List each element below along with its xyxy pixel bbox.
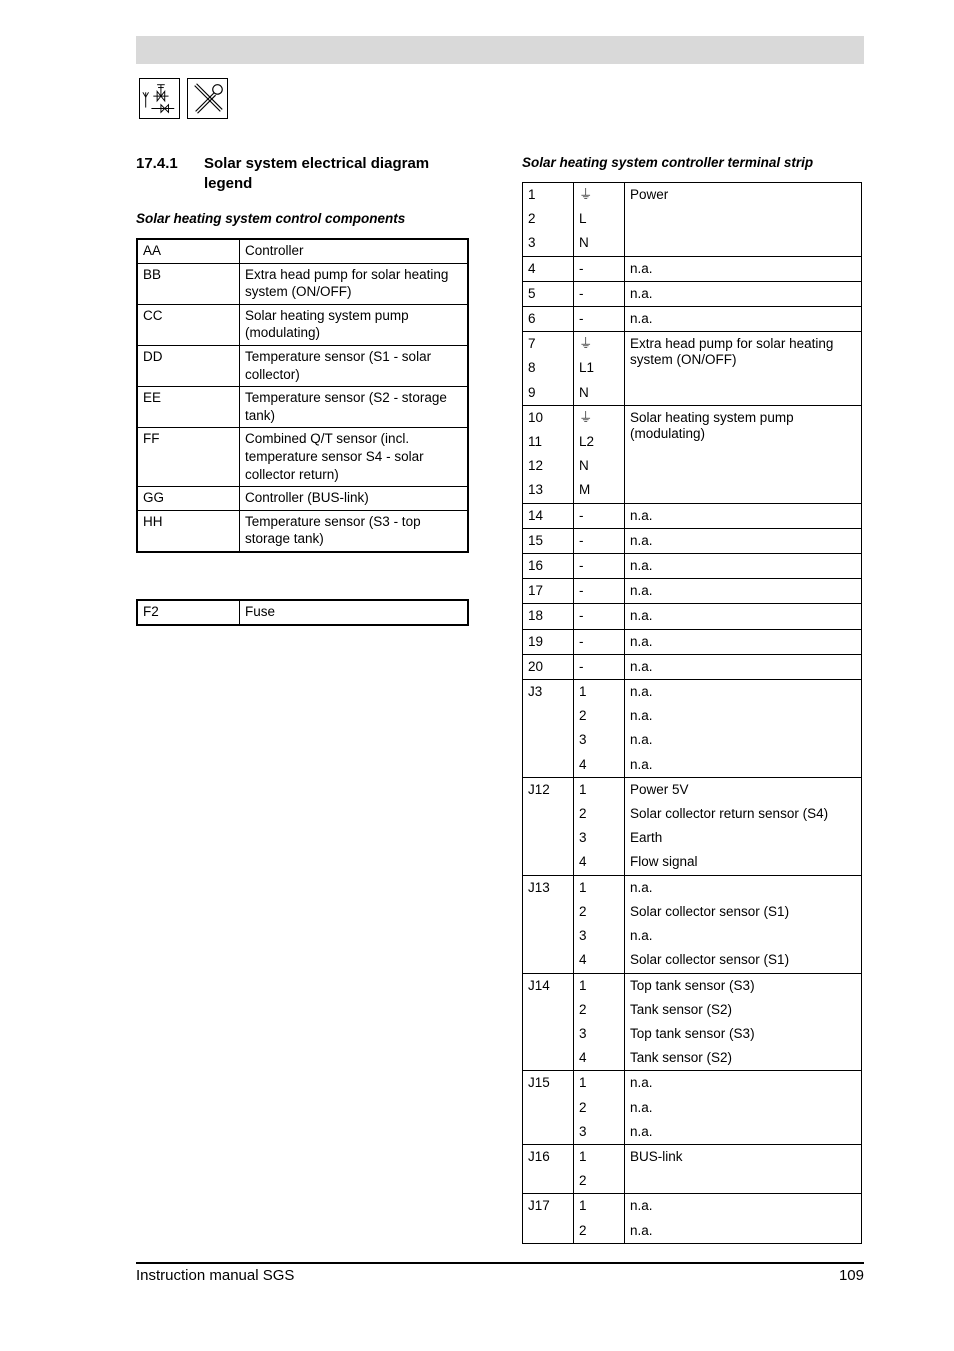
component-code: CC <box>137 304 240 345</box>
header-bar <box>136 36 864 64</box>
pin-cell <box>574 777 625 875</box>
pin-label: 1 <box>579 977 587 993</box>
component-desc: Controller <box>240 239 469 263</box>
pin-label: N <box>579 458 589 474</box>
terminal-number: 4 <box>528 260 536 276</box>
table-row <box>523 654 862 679</box>
terminal-desc: n.a. <box>630 608 653 624</box>
pin-cell <box>574 973 625 1071</box>
terminal-desc-cell <box>625 680 862 778</box>
terminal-number: 11 <box>528 434 543 450</box>
table-row <box>523 183 862 257</box>
terminal-desc: n.a. <box>630 732 653 748</box>
terminal-number: J14 <box>528 977 550 993</box>
terminal-number: J16 <box>528 1148 550 1164</box>
table-row <box>137 304 468 345</box>
pin-label: 1 <box>579 684 587 700</box>
terminal-desc-cell <box>625 503 862 528</box>
component-code: DD <box>137 345 240 386</box>
pin-label: - <box>579 558 584 574</box>
pin-cell <box>574 1194 625 1243</box>
terminal-desc-cell <box>625 604 862 629</box>
terminal-desc-cell <box>625 777 862 875</box>
terminal-number: 10 <box>528 409 544 425</box>
component-desc: Controller (BUS-link) <box>240 487 469 511</box>
terminal-number-cell <box>523 604 574 629</box>
terminal-desc-cell <box>625 875 862 973</box>
pin-label: N <box>579 235 589 251</box>
pin-label: 2 <box>579 806 587 822</box>
component-desc: Temperature sensor (S2 - storage tank) <box>240 387 469 428</box>
terminal-desc: n.a. <box>630 1222 653 1238</box>
terminal-number: J12 <box>528 781 550 797</box>
terminal-desc: BUS-link <box>625 1144 862 1193</box>
table-row <box>523 629 862 654</box>
terminal-strip-table <box>522 182 862 1244</box>
pin-label: L <box>579 211 587 227</box>
table-row <box>523 307 862 332</box>
fuse-desc: Fuse <box>240 600 469 625</box>
table-row <box>523 973 862 1071</box>
terminal-number: 18 <box>528 608 544 624</box>
table-row <box>137 428 468 487</box>
pin-label: 2 <box>579 1222 587 1238</box>
terminal-number-cell <box>523 183 574 257</box>
pin-label: 1 <box>579 1198 587 1214</box>
pin-cell <box>574 307 625 332</box>
terminal-heading: Solar heating system controller terminal strip <box>522 155 814 170</box>
pin-cell <box>574 528 625 553</box>
table-row <box>137 345 468 386</box>
terminal-desc-cell <box>625 1071 862 1145</box>
table-row <box>523 1194 862 1243</box>
terminal-desc: n.a. <box>630 928 653 944</box>
pin-label: - <box>579 658 584 674</box>
terminal-desc-cell <box>625 528 862 553</box>
component-desc: Combined Q/T sensor (incl. temperature sensor S4 - solar collector return) <box>240 428 469 487</box>
table-row <box>523 875 862 973</box>
terminal-desc: n.a. <box>630 1198 653 1214</box>
table-row <box>523 528 862 553</box>
pin-label: 3 <box>579 830 587 846</box>
terminal-number-cell <box>523 405 574 503</box>
pin-cell <box>574 332 625 406</box>
terminal-number-cell <box>523 503 574 528</box>
terminal-number-cell <box>523 281 574 306</box>
footer-rule <box>136 1262 864 1264</box>
fuse-table <box>136 599 469 626</box>
pin-label: - <box>579 608 584 624</box>
terminal-desc: n.a. <box>630 532 653 548</box>
table-row <box>137 387 468 428</box>
table-row <box>523 554 862 579</box>
terminal-desc: Extra head pump for solar heating system (ON/OFF) <box>625 332 862 406</box>
table-row <box>137 239 468 263</box>
terminal-number-cell <box>523 680 574 778</box>
terminal-number-cell <box>523 307 574 332</box>
pin-label: 1 <box>579 781 587 797</box>
components-table <box>136 238 469 553</box>
terminal-desc: n.a. <box>630 583 653 599</box>
terminal-desc-cell <box>625 307 862 332</box>
terminal-desc: n.a. <box>630 285 653 301</box>
terminal-desc: Tank sensor (S2) <box>630 1050 733 1066</box>
pin-cell <box>574 654 625 679</box>
terminal-number-cell <box>523 654 574 679</box>
terminal-number: 6 <box>528 311 536 327</box>
terminal-number: 3 <box>528 235 536 251</box>
pin-cell <box>574 503 625 528</box>
terminal-desc: n.a. <box>630 756 653 772</box>
pin-cell <box>574 875 625 973</box>
terminal-desc-cell <box>625 973 862 1071</box>
terminal-desc: Top tank sensor (S3) <box>630 1025 755 1041</box>
terminal-desc: Flow signal <box>630 854 698 870</box>
terminal-number-cell <box>523 256 574 281</box>
table-row <box>523 1071 862 1145</box>
table-row <box>523 332 862 406</box>
terminal-number: 7 <box>528 336 536 352</box>
component-desc: Temperature sensor (S3 - top storage tank) <box>240 510 469 552</box>
table-row <box>523 256 862 281</box>
terminal-number-cell <box>523 1071 574 1145</box>
terminal-desc: Power <box>625 183 862 257</box>
pin-label: 3 <box>579 1123 587 1139</box>
table-row <box>137 263 468 304</box>
pin-label: L1 <box>579 360 595 376</box>
pin-label: 4 <box>579 952 587 968</box>
terminal-number: 13 <box>528 482 544 498</box>
table-row <box>523 1144 862 1193</box>
pin-label: 3 <box>579 732 587 748</box>
section-number: 17.4.1 <box>136 155 178 172</box>
terminal-desc: Solar collector return sensor (S4) <box>630 806 829 822</box>
ground-icon: ⏚ <box>579 409 593 425</box>
table-row <box>523 604 862 629</box>
terminal-desc: Power 5V <box>630 781 689 797</box>
pin-label: 4 <box>579 854 587 870</box>
pin-label: 1 <box>579 1075 587 1091</box>
pin-label: 2 <box>579 1001 587 1017</box>
page-number: 109 <box>838 1267 864 1284</box>
pin-label: - <box>579 532 584 548</box>
pin-label: 3 <box>579 928 587 944</box>
pin-label: 1 <box>579 879 587 895</box>
terminal-number-cell <box>523 579 574 604</box>
pin-label: 2 <box>579 1099 587 1115</box>
terminal-number: J13 <box>528 879 550 895</box>
terminal-desc: n.a. <box>630 879 653 895</box>
section-title: Solar system electrical diagram legend <box>204 155 430 192</box>
terminal-desc-cell <box>625 256 862 281</box>
terminal-number: 17 <box>528 583 544 599</box>
pin-label: M <box>579 482 591 498</box>
pin-label: 2 <box>579 903 587 919</box>
table-row <box>523 503 862 528</box>
fuse-code: F2 <box>137 600 240 625</box>
pin-label: 4 <box>579 756 587 772</box>
terminal-desc: Top tank sensor (S3) <box>630 977 755 993</box>
terminal-desc-cell <box>625 579 862 604</box>
terminal-number: 19 <box>528 633 544 649</box>
terminal-desc: Solar collector sensor (S1) <box>630 903 790 919</box>
terminal-desc-cell <box>625 281 862 306</box>
terminal-number: 5 <box>528 285 536 301</box>
terminal-desc: n.a. <box>630 1075 653 1091</box>
valve-plumbing-icon <box>139 78 180 119</box>
pin-cell <box>574 604 625 629</box>
terminal-number: 1 <box>528 187 536 202</box>
terminal-desc-cell <box>625 629 862 654</box>
footer-title: Instruction manual SGS <box>136 1267 295 1284</box>
table-row <box>137 510 468 552</box>
table-row <box>523 777 862 875</box>
terminal-number: 9 <box>528 384 536 400</box>
terminal-number-cell <box>523 629 574 654</box>
pin-cell <box>574 629 625 654</box>
pin-label: 1 <box>579 1148 587 1164</box>
terminal-number-cell <box>523 528 574 553</box>
terminal-number-cell <box>523 973 574 1071</box>
terminal-number-cell <box>523 1194 574 1243</box>
pin-label: 2 <box>579 708 587 724</box>
terminal-desc: n.a. <box>630 633 653 649</box>
table-row <box>137 487 468 511</box>
terminal-desc: n.a. <box>630 658 653 674</box>
terminal-desc: n.a. <box>630 708 653 724</box>
terminal-desc: Tank sensor (S2) <box>630 1001 733 1017</box>
components-heading: Solar heating system control components <box>136 211 406 226</box>
terminal-desc: n.a. <box>630 311 653 327</box>
terminal-desc: n.a. <box>630 1123 653 1139</box>
terminal-number-cell <box>523 554 574 579</box>
terminal-number-cell <box>523 332 574 406</box>
ground-icon: ⏚ <box>579 187 593 202</box>
table-row <box>137 600 468 625</box>
pin-label: - <box>579 583 584 599</box>
pin-cell <box>574 579 625 604</box>
pin-label: - <box>579 311 584 327</box>
pin-label: - <box>579 507 584 523</box>
terminal-desc: Earth <box>630 830 663 846</box>
pin-label: - <box>579 285 584 301</box>
ground-icon: ⏚ <box>579 336 593 352</box>
pin-cell <box>574 1071 625 1145</box>
pin-label: - <box>579 633 584 649</box>
terminal-number-cell <box>523 777 574 875</box>
component-code: BB <box>137 263 240 304</box>
terminal-number: 20 <box>528 658 544 674</box>
component-desc: Extra head pump for solar heating system (ON/OFF) <box>240 263 469 304</box>
component-code: GG <box>137 487 240 511</box>
terminal-number: J15 <box>528 1075 550 1091</box>
table-row <box>523 405 862 503</box>
terminal-number: J17 <box>528 1198 550 1214</box>
component-desc: Solar heating system pump (modulating) <box>240 304 469 345</box>
pin-cell <box>574 281 625 306</box>
terminal-desc-cell <box>625 654 862 679</box>
terminal-number: 15 <box>528 532 544 548</box>
terminal-number: 16 <box>528 558 544 574</box>
pin-label: L2 <box>579 434 595 450</box>
component-code: AA <box>137 239 240 263</box>
pin-label: 2 <box>579 1173 587 1189</box>
terminal-desc: n.a. <box>630 558 653 574</box>
pin-cell <box>574 1144 625 1193</box>
pin-cell <box>574 256 625 281</box>
terminal-number-cell <box>523 1144 574 1193</box>
pin-label: 3 <box>579 1025 587 1041</box>
pin-label: - <box>579 260 584 276</box>
terminal-desc: n.a. <box>630 1099 653 1115</box>
terminal-number: 12 <box>528 458 544 474</box>
pin-label: N <box>579 384 589 400</box>
terminal-desc: n.a. <box>630 684 653 700</box>
table-row <box>523 281 862 306</box>
terminal-desc-cell <box>625 554 862 579</box>
terminal-desc: Solar heating system pump (modulating) <box>625 405 862 503</box>
terminal-desc: n.a. <box>630 260 653 276</box>
component-code: HH <box>137 510 240 552</box>
terminal-desc: Solar collector sensor (S1) <box>630 952 790 968</box>
terminal-number: 8 <box>528 360 536 376</box>
terminal-number: 14 <box>528 507 544 523</box>
pin-cell <box>574 680 625 778</box>
terminal-desc-cell <box>625 1194 862 1243</box>
terminal-desc: n.a. <box>630 507 653 523</box>
pin-cell <box>574 183 625 257</box>
terminal-number: J3 <box>528 684 543 700</box>
tools-icon <box>187 78 228 119</box>
component-code: EE <box>137 387 240 428</box>
terminal-number: 2 <box>528 211 536 227</box>
pin-label: 4 <box>579 1050 587 1066</box>
pin-cell <box>574 554 625 579</box>
table-row <box>523 579 862 604</box>
component-code: FF <box>137 428 240 487</box>
component-desc: Temperature sensor (S1 - solar collector) <box>240 345 469 386</box>
table-row <box>523 680 862 778</box>
pin-cell <box>574 405 625 503</box>
terminal-number-cell <box>523 875 574 973</box>
